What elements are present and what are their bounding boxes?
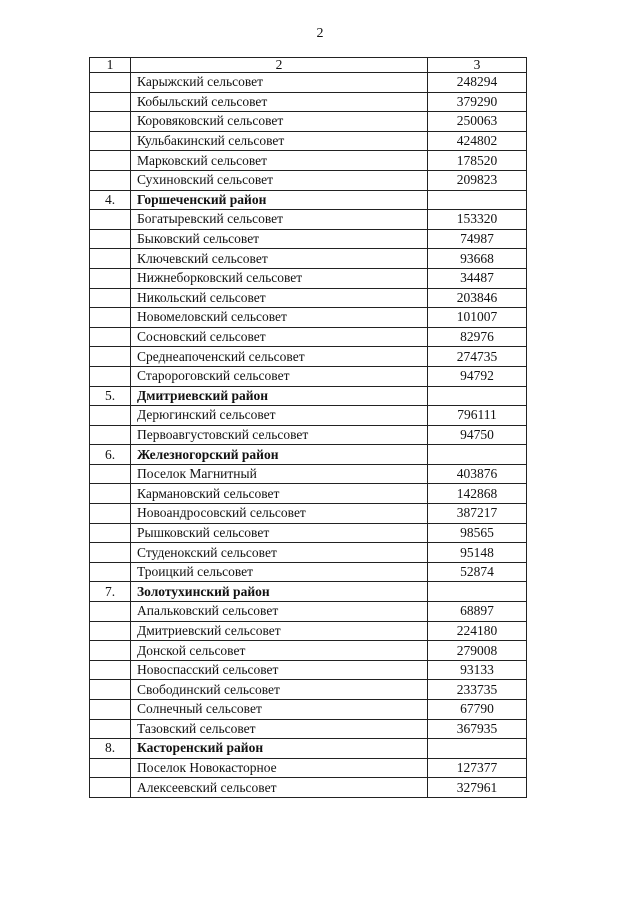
settlement-name-cell: Студенокский сельсовет bbox=[131, 543, 428, 563]
amount-cell: 248294 bbox=[428, 73, 527, 93]
settlement-name-cell: Кармановский сельсовет bbox=[131, 484, 428, 504]
amount-cell: 82976 bbox=[428, 327, 527, 347]
amount-cell: 203846 bbox=[428, 288, 527, 308]
settlement-name-cell: Солнечный сельсовет bbox=[131, 700, 428, 720]
amount-cell: 274735 bbox=[428, 347, 527, 367]
table-row bbox=[90, 641, 527, 661]
table-row bbox=[90, 660, 527, 680]
district-name-cell: Дмитриевский район bbox=[131, 386, 428, 406]
row-number-cell bbox=[90, 504, 131, 524]
amount-cell: 67790 bbox=[428, 700, 527, 720]
table-row bbox=[90, 229, 527, 249]
settlement-name-cell: Кобыльский сельсовет bbox=[131, 92, 428, 112]
settlement-name-cell: Тазовский сельсовет bbox=[131, 719, 428, 739]
row-number-cell bbox=[90, 778, 131, 798]
amount-cell: 74987 bbox=[428, 229, 527, 249]
amount-cell: 403876 bbox=[428, 464, 527, 484]
amount-cell: 34487 bbox=[428, 268, 527, 288]
row-number-cell bbox=[90, 562, 131, 582]
table-row bbox=[90, 268, 527, 288]
amount-cell: 233735 bbox=[428, 680, 527, 700]
row-number-cell bbox=[90, 425, 131, 445]
table-row bbox=[90, 602, 527, 622]
settlement-name-cell: Свободинский сельсовет bbox=[131, 680, 428, 700]
amount-cell bbox=[428, 739, 527, 759]
row-number-cell bbox=[90, 229, 131, 249]
amount-cell: 379290 bbox=[428, 92, 527, 112]
settlement-name-cell: Новомеловский сельсовет bbox=[131, 308, 428, 328]
settlement-name-cell: Первоавгустовский сельсовет bbox=[131, 425, 428, 445]
amount-cell: 209823 bbox=[428, 170, 527, 190]
table-header-row bbox=[90, 58, 527, 73]
district-name-cell: Касторенский район bbox=[131, 739, 428, 759]
table-row bbox=[90, 543, 527, 563]
row-number-cell bbox=[90, 680, 131, 700]
row-number-cell bbox=[90, 170, 131, 190]
row-number-cell: 6. bbox=[90, 445, 131, 465]
row-number-cell bbox=[90, 700, 131, 720]
table-row bbox=[90, 680, 527, 700]
amount-cell: 424802 bbox=[428, 131, 527, 151]
table-row bbox=[90, 288, 527, 308]
amount-cell: 52874 bbox=[428, 562, 527, 582]
settlement-name-cell: Донской сельсовет bbox=[131, 641, 428, 661]
amount-cell: 327961 bbox=[428, 778, 527, 798]
amount-cell: 68897 bbox=[428, 602, 527, 622]
settlement-name-cell: Дмитриевский сельсовет bbox=[131, 621, 428, 641]
amount-cell: 93133 bbox=[428, 660, 527, 680]
amount-cell: 250063 bbox=[428, 112, 527, 132]
header-cell-1: 1 bbox=[90, 58, 131, 73]
settlement-name-cell: Карыжский сельсовет bbox=[131, 73, 428, 93]
settlement-name-cell: Кульбакинский сельсовет bbox=[131, 131, 428, 151]
amount-cell bbox=[428, 190, 527, 210]
row-number-cell bbox=[90, 621, 131, 641]
table-row bbox=[90, 562, 527, 582]
amount-cell: 94750 bbox=[428, 425, 527, 445]
settlement-name-cell: Богатыревский сельсовет bbox=[131, 210, 428, 230]
header-cell-2: 2 bbox=[131, 58, 428, 73]
settlement-name-cell: Сухиновский сельсовет bbox=[131, 170, 428, 190]
district-name-cell: Горшеченский район bbox=[131, 190, 428, 210]
settlement-name-cell: Новоандросовский сельсовет bbox=[131, 504, 428, 524]
district-row bbox=[90, 582, 527, 602]
amount-cell: 94792 bbox=[428, 366, 527, 386]
settlement-name-cell: Марковский сельсовет bbox=[131, 151, 428, 171]
district-row bbox=[90, 739, 527, 759]
table-row bbox=[90, 406, 527, 426]
table-row bbox=[90, 484, 527, 504]
settlement-name-cell: Дерюгинский сельсовет bbox=[131, 406, 428, 426]
settlement-name-cell: Нижнеборковский сельсовет bbox=[131, 268, 428, 288]
table-row bbox=[90, 504, 527, 524]
table-row bbox=[90, 151, 527, 171]
amount-cell bbox=[428, 582, 527, 602]
settlement-name-cell: Троицкий сельсовет bbox=[131, 562, 428, 582]
amount-cell: 178520 bbox=[428, 151, 527, 171]
table-row bbox=[90, 308, 527, 328]
table-row bbox=[90, 112, 527, 132]
row-number-cell bbox=[90, 92, 131, 112]
table-row bbox=[90, 170, 527, 190]
row-number-cell bbox=[90, 484, 131, 504]
row-number-cell bbox=[90, 660, 131, 680]
table-row bbox=[90, 92, 527, 112]
table-row bbox=[90, 366, 527, 386]
district-row bbox=[90, 445, 527, 465]
district-row bbox=[90, 190, 527, 210]
row-number-cell bbox=[90, 151, 131, 171]
row-number-cell bbox=[90, 210, 131, 230]
table-row bbox=[90, 700, 527, 720]
row-number-cell bbox=[90, 543, 131, 563]
header-cell-3: 3 bbox=[428, 58, 527, 73]
row-number-cell: 4. bbox=[90, 190, 131, 210]
row-number-cell bbox=[90, 347, 131, 367]
page-number: 2 bbox=[316, 26, 324, 41]
amount-cell bbox=[428, 386, 527, 406]
district-row bbox=[90, 386, 527, 406]
row-number-cell bbox=[90, 327, 131, 347]
table-row bbox=[90, 347, 527, 367]
amount-cell bbox=[428, 445, 527, 465]
settlement-name-cell: Ключевский сельсовет bbox=[131, 249, 428, 269]
row-number-cell bbox=[90, 308, 131, 328]
amount-cell: 98565 bbox=[428, 523, 527, 543]
amount-cell: 796111 bbox=[428, 406, 527, 426]
amount-cell: 127377 bbox=[428, 758, 527, 778]
settlement-name-cell: Старороговский сельсовет bbox=[131, 366, 428, 386]
settlement-name-cell: Новоспасский сельсовет bbox=[131, 660, 428, 680]
row-number-cell bbox=[90, 719, 131, 739]
amount-cell: 95148 bbox=[428, 543, 527, 563]
table-row bbox=[90, 778, 527, 798]
table-row bbox=[90, 210, 527, 230]
district-name-cell: Золотухинский район bbox=[131, 582, 428, 602]
district-name-cell: Железногорский район bbox=[131, 445, 428, 465]
row-number-cell bbox=[90, 758, 131, 778]
row-number-cell bbox=[90, 268, 131, 288]
table-row bbox=[90, 523, 527, 543]
budget-table bbox=[89, 57, 527, 798]
row-number-cell bbox=[90, 641, 131, 661]
row-number-cell bbox=[90, 366, 131, 386]
row-number-cell: 8. bbox=[90, 739, 131, 759]
settlement-name-cell: Никольский сельсовет bbox=[131, 288, 428, 308]
row-number-cell bbox=[90, 523, 131, 543]
row-number-cell bbox=[90, 249, 131, 269]
amount-cell: 279008 bbox=[428, 641, 527, 661]
settlement-name-cell: Среднеапоченский сельсовет bbox=[131, 347, 428, 367]
table-row bbox=[90, 249, 527, 269]
row-number-cell bbox=[90, 288, 131, 308]
row-number-cell: 5. bbox=[90, 386, 131, 406]
row-number-cell: 7. bbox=[90, 582, 131, 602]
table-row bbox=[90, 425, 527, 445]
settlement-name-cell: Быковский сельсовет bbox=[131, 229, 428, 249]
table-row bbox=[90, 464, 527, 484]
row-number-cell bbox=[90, 602, 131, 622]
settlement-name-cell: Поселок Магнитный bbox=[131, 464, 428, 484]
row-number-cell bbox=[90, 131, 131, 151]
settlement-name-cell: Рышковский сельсовет bbox=[131, 523, 428, 543]
row-number-cell bbox=[90, 112, 131, 132]
table-row bbox=[90, 327, 527, 347]
amount-cell: 224180 bbox=[428, 621, 527, 641]
amount-cell: 387217 bbox=[428, 504, 527, 524]
amount-cell: 101007 bbox=[428, 308, 527, 328]
amount-cell: 367935 bbox=[428, 719, 527, 739]
settlement-name-cell: Коровяковский сельсовет bbox=[131, 112, 428, 132]
amount-cell: 93668 bbox=[428, 249, 527, 269]
settlement-name-cell: Сосновский сельсовет bbox=[131, 327, 428, 347]
table-row bbox=[90, 131, 527, 151]
row-number-cell bbox=[90, 464, 131, 484]
settlement-name-cell: Алексеевский сельсовет bbox=[131, 778, 428, 798]
table-row bbox=[90, 719, 527, 739]
settlement-name-cell: Поселок Новокасторное bbox=[131, 758, 428, 778]
row-number-cell bbox=[90, 73, 131, 93]
amount-cell: 153320 bbox=[428, 210, 527, 230]
table-row bbox=[90, 621, 527, 641]
table-row bbox=[90, 73, 527, 93]
row-number-cell bbox=[90, 406, 131, 426]
settlement-name-cell: Апальковский сельсовет bbox=[131, 602, 428, 622]
amount-cell: 142868 bbox=[428, 484, 527, 504]
table-row bbox=[90, 758, 527, 778]
